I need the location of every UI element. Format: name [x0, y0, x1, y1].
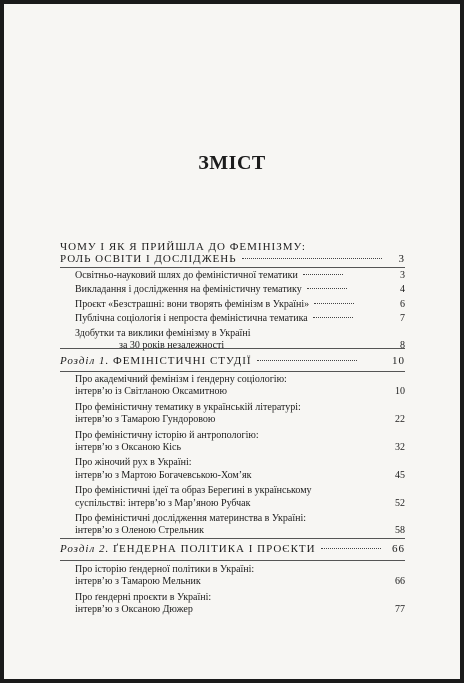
leader-dots — [321, 548, 381, 549]
section-1-heading[interactable] — [60, 355, 405, 367]
entry-page-number: 8 — [400, 340, 405, 352]
entry-page-number: 32 — [395, 442, 405, 454]
entry-title: Викладання і дослідження на феміністичну тематику — [75, 284, 302, 296]
leader-dots — [242, 258, 382, 259]
section-2-heading[interactable] — [60, 543, 405, 555]
intro-heading[interactable] — [60, 241, 405, 266]
entry-page-number: 45 — [395, 469, 405, 481]
toc-entry[interactable] — [60, 374, 405, 399]
toc-entry[interactable] — [60, 270, 405, 282]
section-2-label: Розділ 2. — [60, 543, 110, 555]
toc-entry[interactable] — [60, 513, 405, 538]
divider — [60, 560, 405, 561]
intro-heading-line1: ЧОМУ І ЯК Я ПРИЙШЛА ДО ФЕМІНІЗМУ: — [60, 241, 306, 253]
leader-dots — [314, 303, 354, 304]
entry-title: Про феміністичну історію й антропологію: — [75, 429, 259, 441]
leader-dots — [307, 288, 347, 289]
toc-entry[interactable] — [60, 299, 405, 311]
section-2 — [60, 543, 405, 555]
entry-title-continued: інтерв’ю з Мартою Богачевською-Хом’як — [75, 469, 252, 481]
entry-page-number: 7 — [400, 313, 405, 325]
intro-items — [60, 270, 405, 352]
section-2-title: ҐЕНДЕРНА ПОЛІТИКА І ПРОЄКТИ — [113, 543, 316, 555]
entry-title-continued: інтерв’ю з Оленою Стрельник — [75, 525, 204, 537]
entry-page-number: 4 — [400, 284, 405, 296]
table-of-contents — [60, 241, 405, 266]
toc-entry[interactable] — [60, 457, 405, 482]
entry-page-number: 66 — [395, 576, 405, 588]
leader-dots — [303, 274, 343, 275]
toc-entry[interactable] — [60, 402, 405, 427]
entry-title: Здобутки та виклики фемінізму в Україні — [75, 327, 251, 339]
entry-title: Освітньо-науковий шлях до феміністичної тематики — [75, 270, 298, 281]
divider — [60, 538, 405, 539]
toc-entry[interactable] — [60, 592, 405, 617]
section-2-page-number: 66 — [392, 543, 405, 555]
entry-title-continued: інтерв’ю з Оксаною Кісь — [75, 442, 182, 454]
entry-title: Публічна соціологія і непроста феміністична тематика — [75, 313, 308, 325]
entry-title-continued: за 30 років незалежності — [119, 340, 225, 352]
entry-title: Про історію ґендерної політики в Україні: — [75, 564, 255, 575]
entry-title: Про жіночий рух в Україні: — [75, 457, 192, 469]
intro-heading-line2: РОЛЬ ОСВІТИ І ДОСЛІДЖЕНЬ — [60, 253, 237, 266]
entry-title-continued: інтерв’ю з Оксаною Дюжер — [75, 604, 193, 616]
entry-page-number: 58 — [395, 525, 405, 537]
section-1-label: Розділ 1. — [60, 355, 110, 367]
entry-title: Про феміністичні ідеї та образ Берегині в українському — [75, 485, 312, 497]
entry-title: Про феміністичну тематику в українській літературі: — [75, 401, 301, 413]
leader-dots — [257, 360, 357, 361]
entry-title: Про ґендерні проєкти в Україні: — [75, 591, 212, 603]
toc-entry[interactable] — [60, 564, 405, 589]
entry-title: Проєкт «Безстрашні: вони творять фемінізм в Україні» — [75, 298, 310, 310]
toc-entry[interactable] — [60, 284, 405, 296]
intro-page-number: 3 — [398, 253, 405, 266]
entry-page-number: 52 — [395, 497, 405, 509]
section-2-items — [60, 564, 405, 617]
page-title: ЗМІСТ — [198, 152, 266, 174]
toc-entry[interactable] — [60, 485, 405, 510]
entry-title-continued: інтерв’ю з Тамарою Гундоровою — [75, 414, 216, 426]
entry-title-continued: інтерв’ю із Світланою Оксамитною — [75, 386, 227, 398]
toc-entry[interactable] — [60, 313, 405, 325]
entry-title-continued: інтерв’ю з Тамарою Мельник — [75, 576, 201, 588]
entry-title-continued: суспільстві: інтерв’ю з Мар’яною Рубчак — [75, 497, 251, 509]
entry-page-number: 77 — [395, 604, 405, 616]
entry-page-number: 3 — [400, 270, 405, 281]
section-1-page-number: 10 — [392, 355, 405, 367]
toc-entry[interactable] — [60, 430, 405, 455]
divider — [60, 348, 405, 349]
section-1 — [60, 355, 405, 367]
divider — [60, 371, 405, 372]
entry-title: Про академічний фемінізм і ґендерну соціологію: — [75, 374, 287, 385]
divider — [60, 267, 405, 268]
leader-dots — [313, 317, 353, 318]
entry-page-number: 22 — [395, 414, 405, 426]
entry-page-number: 6 — [400, 298, 405, 310]
book-page — [4, 4, 460, 679]
section-1-title: ФЕМІНІСТИЧНІ СТУДІЇ — [113, 355, 252, 367]
section-1-items — [60, 374, 405, 538]
entry-page-number: 10 — [395, 386, 405, 398]
entry-title: Про феміністичні дослідження материнства в Україні: — [75, 513, 307, 525]
